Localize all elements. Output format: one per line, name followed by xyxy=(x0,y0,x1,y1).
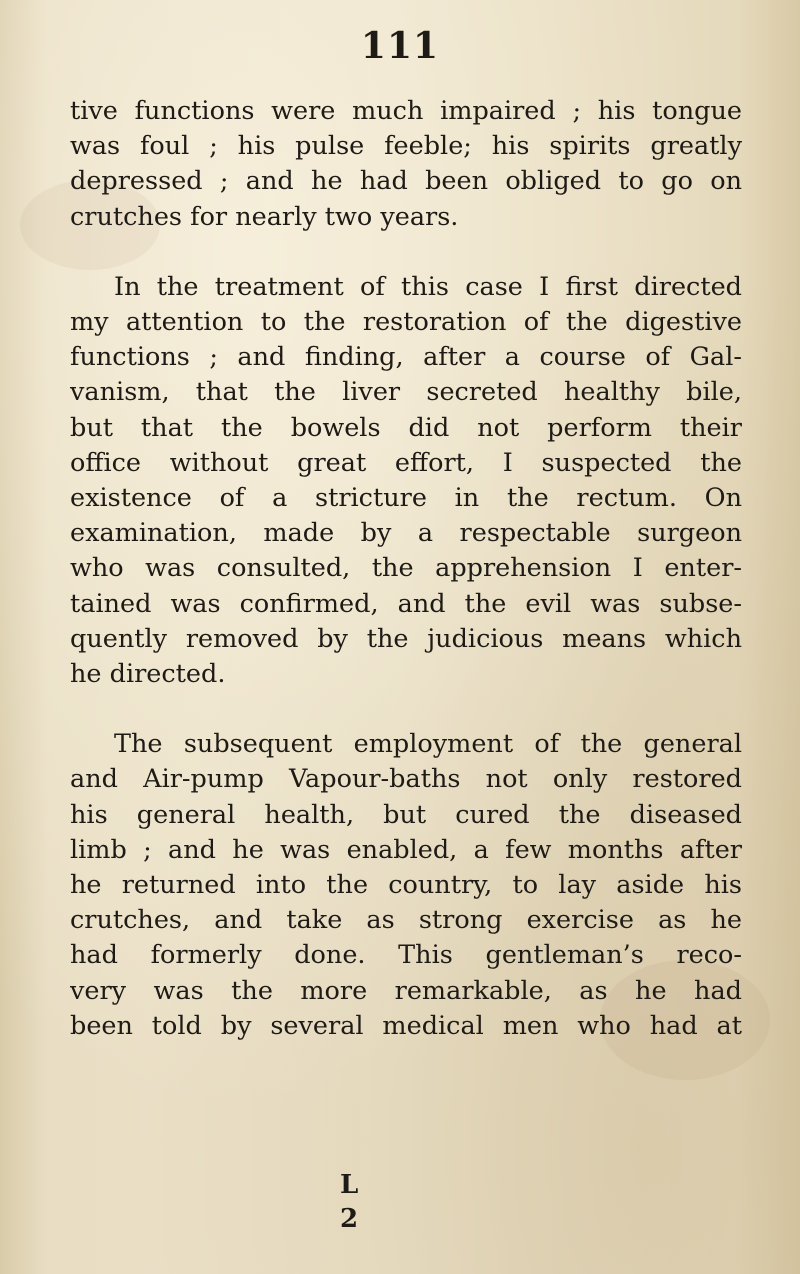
text-line: he returned into the country, to lay aside his xyxy=(70,870,742,901)
paragraph xyxy=(70,94,742,235)
text-line: vanism, that the liver secreted healthy bile, xyxy=(70,377,742,408)
text-line: who was consulted, the apprehension I enter- xyxy=(70,553,742,584)
paragraph xyxy=(70,727,742,1044)
text-line: quently removed by the judicious means which xyxy=(70,623,742,654)
signature-mark: L 2 xyxy=(340,1170,367,1234)
text-line: his general health, but cured the diseased xyxy=(70,799,742,830)
text-line: limb ; and he was enabled, a few months after xyxy=(70,834,742,865)
text-line: office without great effort, I suspected the xyxy=(70,447,742,478)
text-line: depressed ; and he had been obliged to go on xyxy=(70,166,742,197)
text-line: was foul ; his pulse feeble; his spirits greatly xyxy=(70,131,742,162)
body-text xyxy=(70,94,742,1044)
text-line: had formerly done. This gentleman’s reco- xyxy=(70,940,742,971)
text-line: existence of a stricture in the rectum. On xyxy=(70,483,742,514)
text-line: functions ; and finding, after a course of Gal- xyxy=(70,342,742,373)
text-line: tive functions were much impaired ; his tongue xyxy=(70,96,742,126)
text-line: and Air-pump Vapour-baths not only restored xyxy=(70,764,742,795)
text-line: he directed. xyxy=(70,659,226,690)
text-line: been told by several medical men who had at xyxy=(70,1010,742,1041)
text-line: In the treatment of this case I first directed xyxy=(114,271,742,302)
text-line: my attention to the restoration of the digestive xyxy=(70,307,742,338)
text-line: crutches for nearly two years. xyxy=(70,201,459,232)
page-number: 111 xyxy=(360,25,440,67)
text-line: tained was confirmed, and the evil was subse- xyxy=(70,588,742,619)
text-line: very was the more remarkable, as he had xyxy=(70,975,742,1006)
text-line: examination, made by a respectable surgeon xyxy=(70,518,742,549)
text-line: but that the bowels did not perform their xyxy=(70,412,742,443)
paragraph xyxy=(70,270,742,692)
text-line: crutches, and take as strong exercise as he xyxy=(70,905,742,936)
text-line: The subsequent employment of the general xyxy=(114,729,742,760)
